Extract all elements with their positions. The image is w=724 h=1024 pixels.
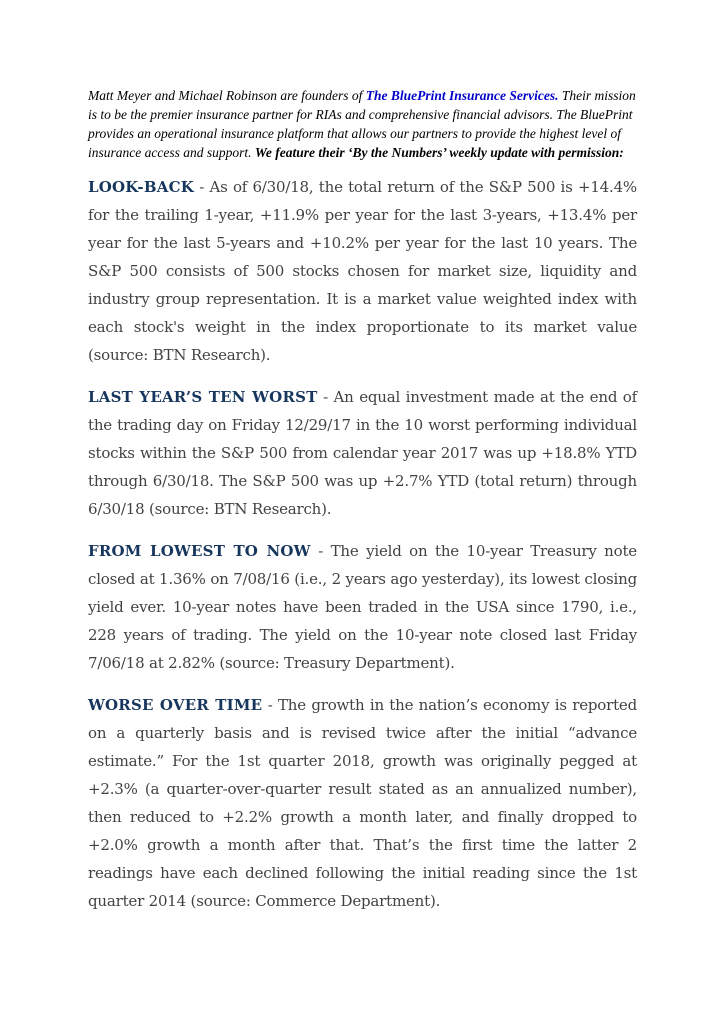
section-title: LOOK-BACK [88,178,194,196]
section-paragraph [88,691,637,915]
section-separator: - [317,388,334,406]
section-body: As of 6/30/18, the total return of the S&P 500 is +14.4% for the trailing 1-year, +11.9% per year for the last 3-years, +13.4% per year for the last 5-years and +10.2% per year for the last 10 years. The S&P 500 consists of 500 stocks chosen for market size, liquidity and industry group representation. It is a market value weighted index with each stock's weight in the index proportionate to its market value (source: BTN Research). [88,178,637,364]
sections [88,173,637,915]
intro-paragraph [88,86,637,162]
intro-text-pre: Matt Meyer and Michael Robinson are founders of [88,88,366,103]
section-paragraph [88,537,637,677]
intro-text-bold-tail: We feature their ‘By the Numbers’ weekly update with permission: [254,145,624,160]
section-paragraph [88,383,637,523]
section-body: An equal investment made at the end of the trading day on Friday 12/29/17 in the 10 worst performing individual stocks within the S&P 500 from calendar year 2017 was up +18.8% YTD through 6/30/18. The S&P 500 was up +2.7% YTD (total return) through 6/30/18 (source: BTN Research). [88,388,637,518]
section-separator: - [310,542,331,560]
section-title: WORSE OVER TIME [88,696,263,714]
section-body: The yield on the 10-year Treasury note closed at 1.36% on 7/08/16 (i.e., 2 years ago yesterday), its lowest closing yield ever. 10-year notes have been traded in the USA since 1790, i.e., 228 years of trading. The yield on the 10-year note closed last Friday 7/06/18 at 2.82% (source: Treasury Department). [88,542,637,672]
section-separator: - [262,696,278,714]
brand-name-text: The BluePrint Insurance Services. [365,88,559,103]
section-title: FROM LOWEST TO NOW [88,542,311,560]
section-body: The growth in the nation’s economy is reported on a quarterly basis and is revised twice after the initial “advance estimate.” For the 1st quarter 2018, growth was originally pegged at +2.3% (a quarter-over-quarter result stated as an annualized number), then reduced to +2.2% growth a month later, and finally dropped to +2.0% growth a month after that. That’s the first time the latter 2 readings have each declined following the initial reading since the 1st quarter 2014 (source: Commerce Department). [88,696,637,910]
section-title: LAST YEAR’S TEN WORST [88,388,318,406]
section-separator: - [193,178,210,196]
section-paragraph [88,173,637,369]
intro-text-mid: Their mission is to be the premier insurance partner for RIAs and comprehensive financial advisors. The BluePrint provides an operational insurance platform that allows our partners to provide the highest level of insurance access and support. [88,88,636,160]
